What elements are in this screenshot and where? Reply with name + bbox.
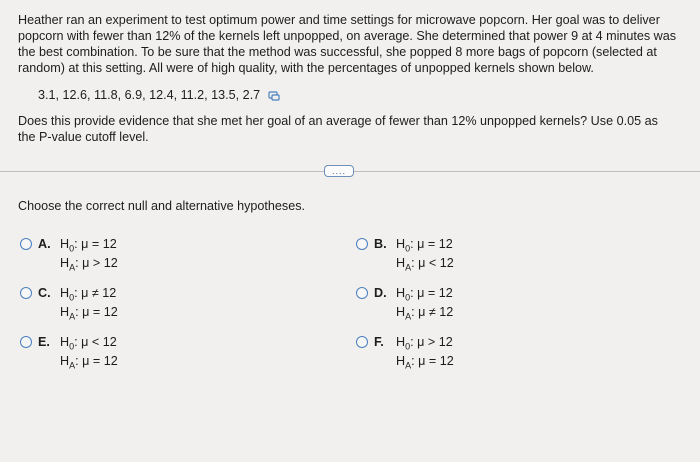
option-b[interactable] <box>356 236 454 271</box>
option-letter: D. <box>374 286 387 300</box>
null-hypothesis: $H_0$: μ = 12 <box>396 286 453 303</box>
null-hypothesis: $H_0$: μ > 12 <box>396 335 453 352</box>
null-hypothesis: $H_0$: μ ≠ 12 <box>60 286 117 303</box>
option-letter: B. <box>374 237 387 251</box>
radio-button-c[interactable] <box>20 287 32 299</box>
expand-more-button[interactable]: .... <box>324 165 354 177</box>
instruction-text: Choose the correct null and alternative hypotheses. <box>18 199 306 213</box>
alternative-hypothesis: $H_A$: μ > 12 <box>60 256 118 273</box>
radio-button-d[interactable] <box>356 287 368 299</box>
hypotheses <box>396 236 454 271</box>
copy-icon[interactable] <box>268 90 280 100</box>
null-hypothesis: $H_0$: μ = 12 <box>60 237 117 254</box>
hypotheses <box>60 334 118 369</box>
option-f[interactable] <box>356 334 454 369</box>
radio-button-b[interactable] <box>356 238 368 250</box>
alternative-hypothesis: $H_A$: μ < 12 <box>396 256 454 273</box>
hypotheses <box>60 285 118 320</box>
option-c[interactable] <box>20 285 118 320</box>
radio-button-a[interactable] <box>20 238 32 250</box>
hypotheses <box>396 334 454 369</box>
option-letter: F. <box>374 335 384 349</box>
radio-button-f[interactable] <box>356 336 368 348</box>
alternative-hypothesis: $H_A$: μ = 12 <box>396 354 454 371</box>
hypotheses <box>396 285 453 320</box>
data-values: 3.1, 12.6, 11.8, 6.9, 12.4, 11.2, 13.5, 2.7 <box>38 88 261 102</box>
null-hypothesis: $H_0$: μ = 12 <box>396 237 453 254</box>
hypotheses <box>60 236 118 271</box>
option-a[interactable] <box>20 236 118 271</box>
option-e[interactable] <box>20 334 118 369</box>
radio-button-e[interactable] <box>20 336 32 348</box>
option-letter: E. <box>38 335 50 349</box>
option-d[interactable] <box>356 285 453 320</box>
option-letter: A. <box>38 237 51 251</box>
alternative-hypothesis: $H_A$: μ = 12 <box>60 354 118 371</box>
option-letter: C. <box>38 286 51 300</box>
alternative-hypothesis: $H_A$: μ = 12 <box>60 305 118 322</box>
problem-text: Heather ran an experiment to test optimum power and time settings for microwave popcorn. Her goal was to deliver popcorn with fewer than 12% of the kernels left unpopped, on average. She determined that power 9 at 4 minutes was the best combination. To be sure that the method was successful, she popped 8 more bags of popcorn (selected at random) at this setting. All were of high quality, with the percentages of unpopped kernels shown below. <box>18 13 677 75</box>
alternative-hypothesis: $H_A$: μ ≠ 12 <box>396 305 454 322</box>
data-values-row <box>38 88 280 102</box>
null-hypothesis: $H_0$: μ < 12 <box>60 335 117 352</box>
question-text: Does this provide evidence that she met her goal of an average of fewer than 12% unpopped kernels? Use 0.05 as the P-value cutoff level. <box>18 114 658 144</box>
